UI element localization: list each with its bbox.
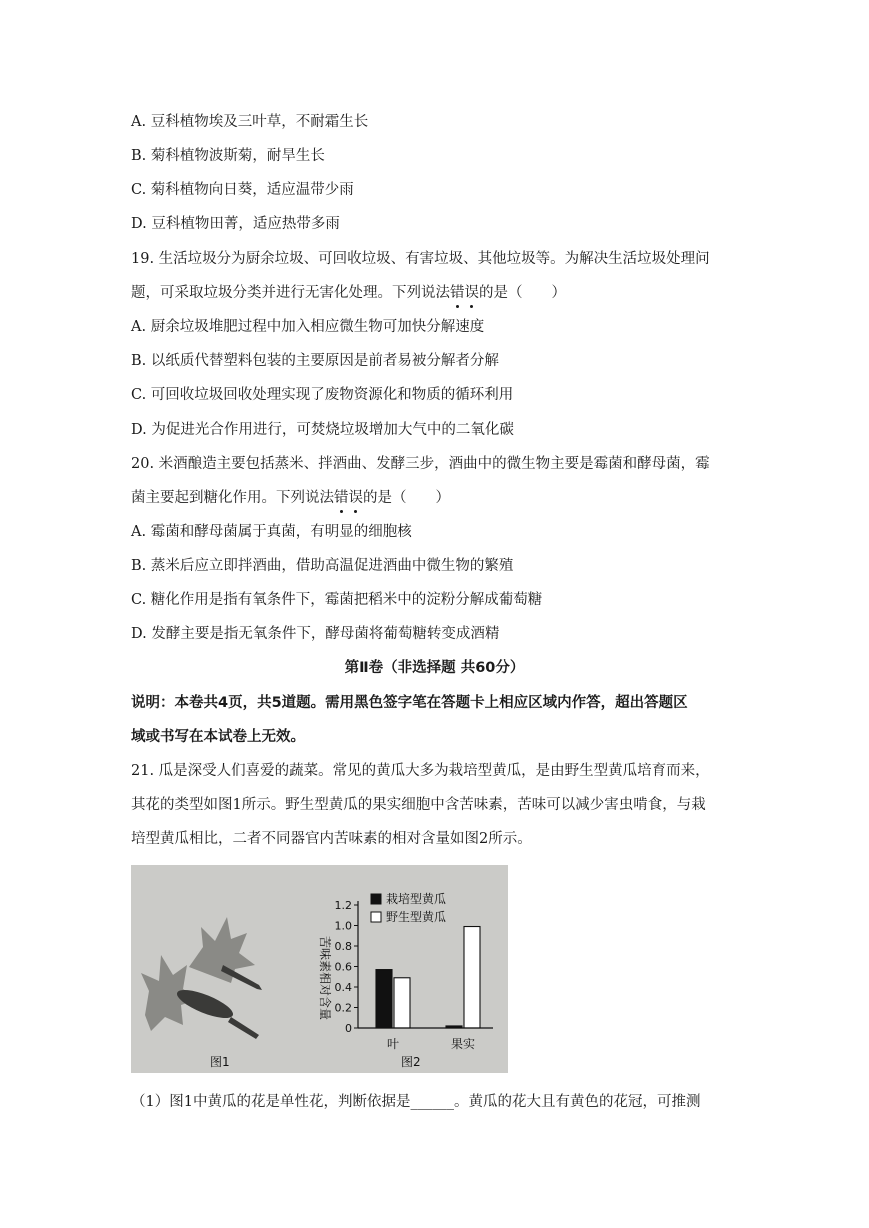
emphasis-char: 错: [450, 285, 465, 301]
bar-wild-0: [394, 978, 410, 1028]
q20-option-a: A. 霉菌和酵母菌属于真菌，有明显的细胞核: [131, 524, 412, 540]
y-tick-label: 0.4: [334, 981, 352, 994]
q19-option-a: A. 厨余垃圾堆肥过程中加入相应微生物可加快分解速度: [131, 319, 485, 335]
q19-option-c: C. 可回收垃圾回收处理实现了废物资源化和物质的循环利用: [131, 387, 514, 403]
y-tick-label: 0.2: [334, 1001, 352, 1015]
x-tick-label: 果实: [450, 1037, 476, 1051]
y-tick-label: 0.8: [334, 940, 352, 953]
legend-label: 栽培型黄瓜: [386, 892, 447, 906]
emphasis-char: 误: [464, 285, 479, 301]
fig1-label: 图1: [210, 1055, 230, 1069]
q21-stem-line2: 其花的类型如图1所示。野生型黄瓜的果实细胞中含苦味素，苦味可以减少害虫啃食，与栽: [131, 797, 706, 813]
q19-stem-line2: [131, 283, 566, 303]
legend-swatch: [371, 912, 381, 922]
q20-stem-line1: 20. 米酒酿造主要包括蒸米、拌酒曲、发酵三步，酒曲中的微生物主要是霉菌和酵母菌，霉: [131, 456, 710, 472]
q20-stem-blank: 的是（ ）: [363, 490, 450, 506]
emphasis-char: 误: [348, 490, 363, 506]
q18-option-a: A. 豆科植物埃及三叶草，不耐霜生长: [131, 114, 369, 130]
q18-option-d: D. 豆科植物田菁，适应热带多雨: [131, 216, 340, 232]
q21-figure: [131, 865, 508, 1073]
legend-swatch: [371, 894, 381, 904]
q20-stem-text: 菌主要起到糖化作用。下列说法: [131, 490, 334, 506]
bar-cultivated-0: [376, 970, 392, 1028]
q19-option-b: B. 以纸质代替塑料包装的主要原因是前者易被分解者分解: [131, 353, 499, 369]
q20-option-c: C. 糖化作用是指有氧条件下，霉菌把稻米中的淀粉分解成葡萄糖: [131, 592, 543, 608]
section2-note-line1: 说明：本卷共4页，共5道题。需用黑色签字笔在答题卡上相应区域内作答，超出答题区: [131, 695, 688, 711]
chart-y-axis-label: 苦味素相对含量: [318, 935, 332, 1021]
q20-stem-line2: [131, 488, 450, 508]
q18-option-b: B. 菊科植物波斯菊，耐旱生长: [131, 148, 325, 164]
q18-option-c: C. 菊科植物向日葵，适应温带少雨: [131, 182, 354, 198]
y-tick-label: 1.0: [334, 919, 352, 933]
q19-stem-line1: 19. 生活垃圾分为厨余垃圾、可回收垃圾、有害垃圾、其他垃圾等。为解决生活垃圾处理问: [131, 251, 710, 267]
q21-stem-line1: 21. 瓜是深受人们喜爱的蔬菜。常见的黄瓜大多为栽培型黄瓜，是由野生型黄瓜培育而来，: [131, 763, 710, 779]
emphasis-char: 错: [334, 490, 349, 506]
y-tick-label: 0: [345, 1022, 352, 1035]
q19-option-d: D. 为促进光合作用进行，可焚烧垃圾增加大气中的二氧化碳: [131, 422, 514, 438]
q21-sub1: （1）图1中黄瓜的花是单性花，判断依据是______。黄瓜的花大且有黄色的花冠，可推测: [131, 1094, 701, 1110]
bar-wild-1: [464, 927, 480, 1028]
x-tick-label: 叶: [386, 1037, 400, 1051]
y-tick-label: 1.2: [334, 899, 352, 912]
fig2-label: 图2: [401, 1055, 421, 1069]
section2-title: 第Ⅱ卷（非选择题 共60分）: [344, 660, 525, 676]
q19-stem-text: 题，可采取垃圾分类并进行无害化处理。下列说法: [131, 285, 450, 301]
section2-note-line2: 域或书写在本试卷上无效。: [131, 729, 305, 745]
q21-stem-line3: 培型黄瓜相比，二者不同器官内苦味素的相对含量如图2所示。: [131, 831, 532, 847]
y-tick-label: 0.6: [334, 960, 352, 974]
q19-stem-blank: 的是（ ）: [479, 285, 566, 301]
legend-label: 野生型黄瓜: [386, 910, 447, 924]
q20-option-b: B. 蒸米后应立即拌酒曲，借助高温促进酒曲中微生物的繁殖: [131, 558, 514, 574]
q20-option-d: D. 发酵主要是指无氧条件下，酵母菌将葡萄糖转变成酒精: [131, 626, 500, 642]
